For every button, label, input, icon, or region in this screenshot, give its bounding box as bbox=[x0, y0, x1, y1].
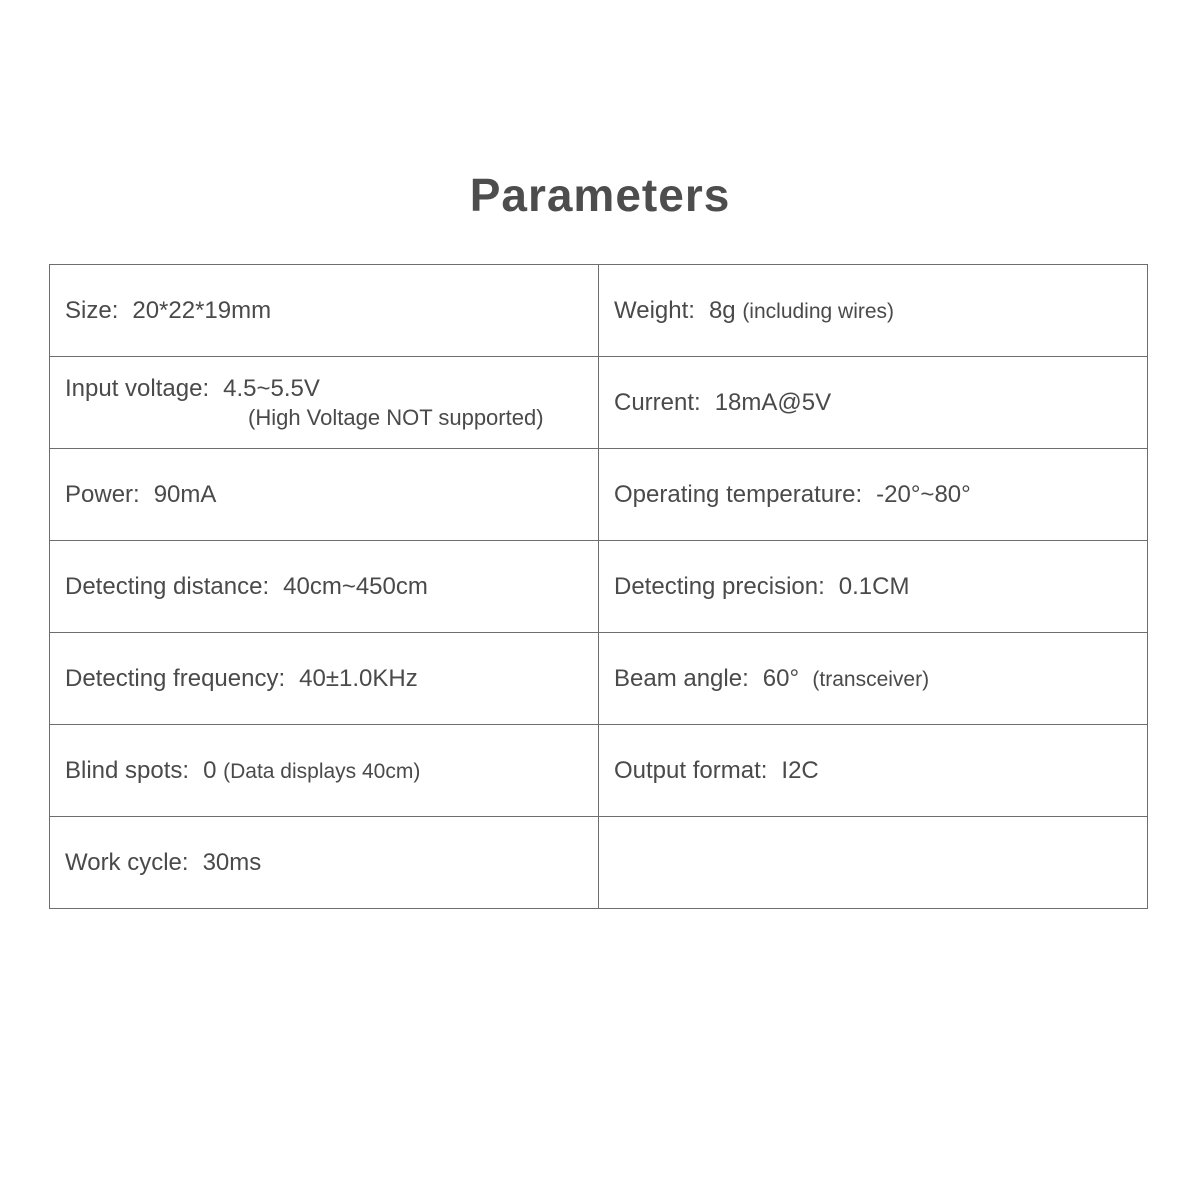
table-row bbox=[50, 541, 1148, 633]
param-input-voltage bbox=[50, 357, 599, 449]
param-value: 0.1CM bbox=[838, 572, 910, 600]
param-operating-temperature bbox=[599, 449, 1148, 541]
param-separator: : bbox=[202, 374, 210, 402]
param-detecting-distance bbox=[50, 541, 599, 633]
param-note: (Data displays 40cm) bbox=[223, 759, 421, 783]
param-label: Power bbox=[65, 480, 134, 508]
param-value: 60° bbox=[762, 664, 800, 692]
param-label: Detecting distance bbox=[65, 572, 263, 600]
table-row bbox=[50, 817, 1148, 909]
param-label: Detecting frequency bbox=[65, 664, 279, 692]
param-separator: : bbox=[111, 296, 119, 324]
param-separator: : bbox=[694, 388, 701, 416]
table-row bbox=[50, 265, 1148, 357]
param-output-format bbox=[599, 725, 1148, 817]
param-separator: : bbox=[855, 480, 863, 508]
param-separator: : bbox=[182, 756, 190, 784]
param-detecting-precision bbox=[599, 541, 1148, 633]
param-beam-angle bbox=[599, 633, 1148, 725]
param-separator: : bbox=[181, 848, 189, 876]
param-note: (including wires) bbox=[742, 299, 895, 323]
param-label: Size bbox=[65, 296, 112, 324]
param-label: Output format bbox=[614, 756, 761, 784]
param-power bbox=[50, 449, 599, 541]
param-separator: : bbox=[818, 572, 825, 600]
param-value: 4.5~5.5V bbox=[223, 374, 320, 402]
param-value: 90mA bbox=[153, 480, 217, 508]
param-label: Blind spots bbox=[65, 756, 183, 784]
table-row bbox=[50, 449, 1148, 541]
param-label: Beam angle bbox=[614, 664, 743, 692]
table-row bbox=[50, 357, 1148, 449]
param-value: 40±1.0KHz bbox=[299, 664, 418, 692]
page-title: Parameters bbox=[469, 169, 731, 221]
param-work-cycle bbox=[50, 817, 599, 909]
param-separator: : bbox=[688, 296, 695, 324]
param-detecting-frequency bbox=[50, 633, 599, 725]
param-value: 20*22*19mm bbox=[132, 296, 272, 324]
table-row bbox=[50, 633, 1148, 725]
param-label: Current bbox=[614, 388, 695, 416]
param-value: 8g bbox=[708, 296, 736, 324]
param-separator: : bbox=[133, 480, 140, 508]
param-value: 0 bbox=[203, 756, 217, 784]
param-label: Operating temperature bbox=[614, 480, 856, 508]
param-separator: : bbox=[760, 756, 768, 784]
param-value: -20°~80° bbox=[876, 480, 971, 508]
param-label: Weight bbox=[614, 296, 689, 324]
param-label: Input voltage bbox=[65, 374, 203, 402]
param-current bbox=[599, 357, 1148, 449]
param-note: (transceiver) bbox=[812, 667, 930, 691]
param-separator: : bbox=[278, 664, 286, 692]
param-value: 30ms bbox=[202, 848, 262, 876]
param-note: (High Voltage NOT supported) bbox=[248, 404, 544, 430]
param-value: 18mA@5V bbox=[714, 388, 832, 416]
param-size bbox=[50, 265, 599, 357]
parameters-table bbox=[49, 264, 1148, 909]
param-label: Work cycle bbox=[65, 848, 182, 876]
param-label: Detecting precision bbox=[614, 572, 819, 600]
param-value: I2C bbox=[781, 756, 819, 784]
table-row bbox=[50, 725, 1148, 817]
param-separator: : bbox=[262, 572, 270, 600]
param-separator: : bbox=[742, 664, 749, 692]
param-empty-cell bbox=[599, 817, 1148, 909]
param-weight bbox=[599, 265, 1148, 357]
param-blind-spots bbox=[50, 725, 599, 817]
param-value: 40cm~450cm bbox=[283, 572, 428, 600]
